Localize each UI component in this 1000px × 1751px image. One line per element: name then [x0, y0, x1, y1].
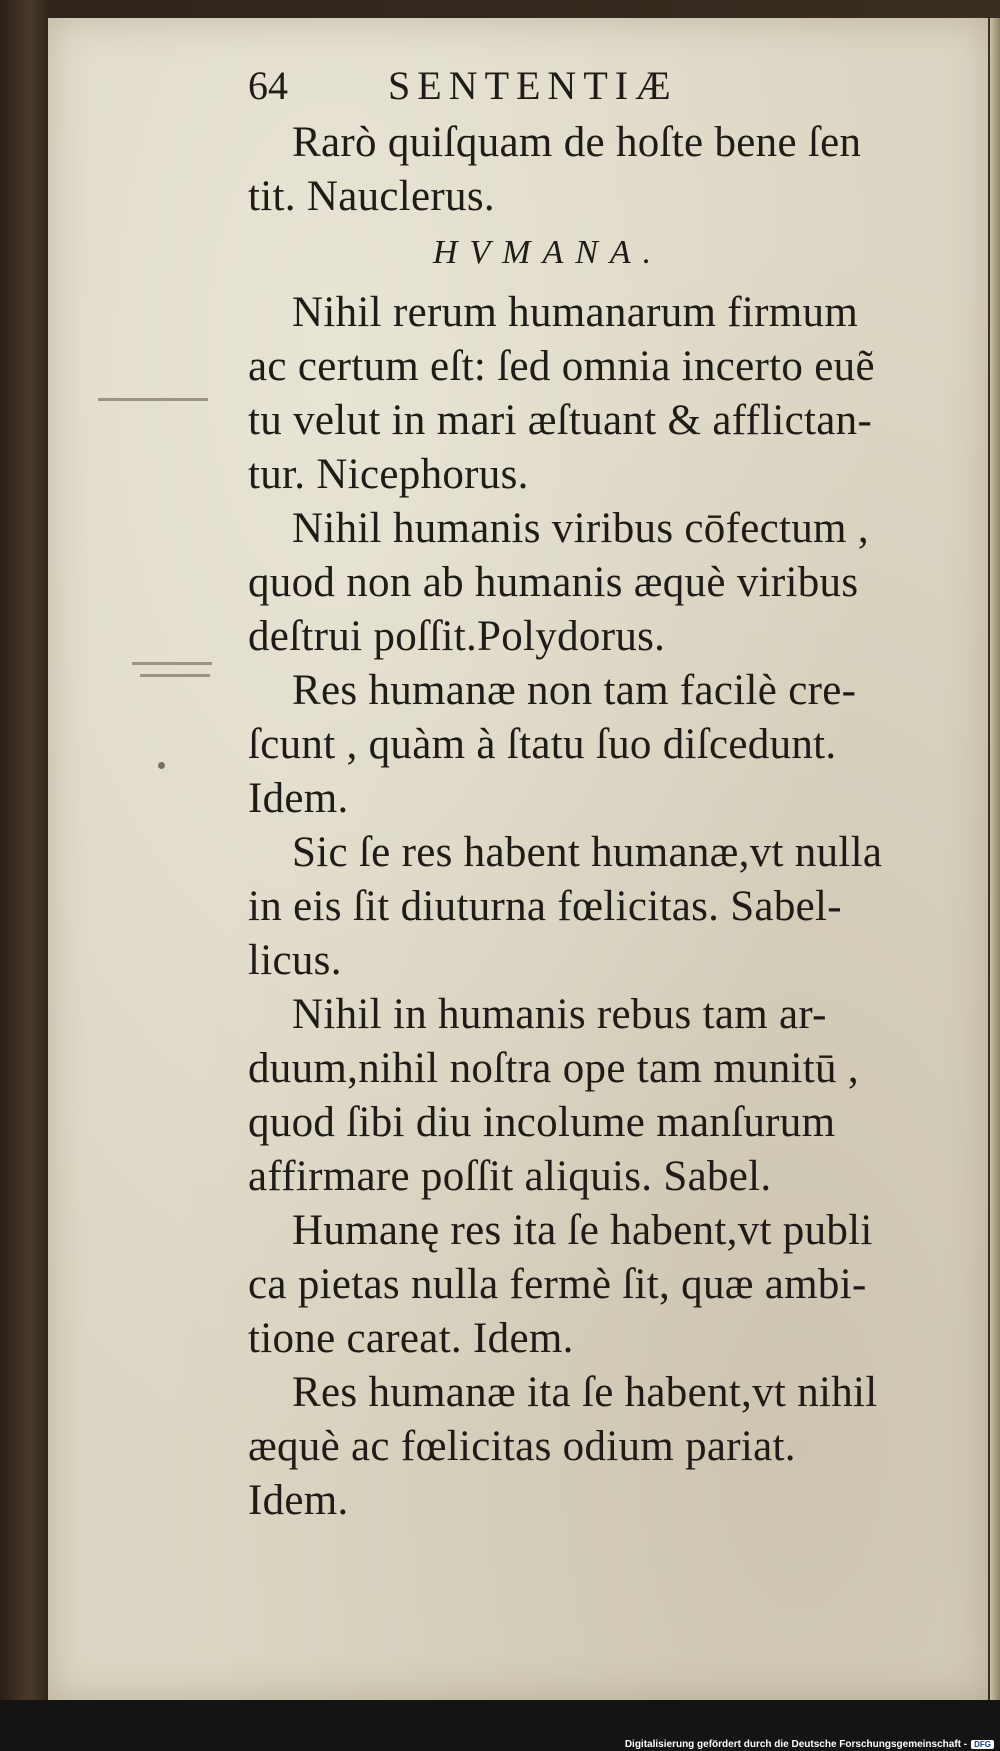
text-line: Nihil in humanis rebus tam ar-: [292, 991, 827, 1038]
page-edge: [990, 18, 1000, 1700]
text-line: deſtrui poſſit.Polydorus.: [248, 613, 666, 660]
margin-dot: [158, 762, 165, 769]
text-line: Nihil humanis viribus cōfectum ,: [292, 505, 869, 552]
text-line: tur. Nicephorus.: [248, 451, 529, 498]
text-line: Idem.: [248, 775, 349, 822]
top-lines: [248, 116, 968, 224]
text-line: Sic ſe res habent humanæ,vt nulla: [292, 829, 883, 876]
text-line: Res humanæ ita ſe habent,vt nihil: [292, 1369, 878, 1416]
text-line: tu velut in mari æſtuant & afflictan-: [248, 397, 873, 444]
margin-mark-3: [140, 674, 210, 677]
text-line: affirmare poſſit aliquis. Sabel.: [248, 1153, 772, 1200]
text-line: tione careat. Idem.: [248, 1315, 574, 1362]
text-line: Rarò quiſquam de hoſte bene ſen: [292, 119, 862, 166]
text-line: in eis ſit diuturna fœlicitas. Sabel-: [248, 883, 842, 930]
text-line: duum,nihil noſtra ope tam munitū ,: [248, 1045, 859, 1092]
footer-credit: Digitalisierung gefördert durch die Deutsche Forschungsgemeinschaft -: [624, 1739, 968, 1750]
running-title: SENTENTIÆ: [388, 63, 678, 108]
text-line: licus.: [248, 937, 342, 984]
text-line: tit. Nauclerus.: [248, 173, 495, 220]
digitization-footer: [625, 1739, 994, 1750]
page-number: 64: [248, 63, 288, 108]
text-line: Humanę res ita ſe habent,vt publi: [292, 1207, 873, 1254]
text-line: ca pietas nulla fermè ſit, quæ ambi-: [248, 1261, 867, 1308]
text-line: ac certum eſt: ſed omnia incerto euẽ: [248, 343, 875, 390]
text-line: quod ſibi diu incolume manſurum: [248, 1099, 836, 1146]
text-line: Idem.: [248, 1477, 349, 1524]
text-line: ſcunt , quàm à ſtatu ſuo diſcedunt.: [248, 721, 837, 768]
margin-mark-1: [98, 398, 208, 401]
text-line: quod non ab humanis æquè viribus: [248, 559, 859, 606]
text-line: Res humanæ non tam facilè cre-: [292, 667, 857, 714]
dfg-logo: DFG: [971, 1740, 994, 1749]
page-text: [248, 62, 968, 1528]
page-header: [248, 62, 968, 116]
text-line: æquè ac fœlicitas odium pariat.: [248, 1423, 796, 1470]
margin-mark-2: [132, 662, 212, 665]
section-heading: HVMANA.: [432, 234, 664, 271]
text-line: Nihil rerum humanarum firmum: [292, 289, 859, 336]
body-lines: [248, 286, 968, 1528]
